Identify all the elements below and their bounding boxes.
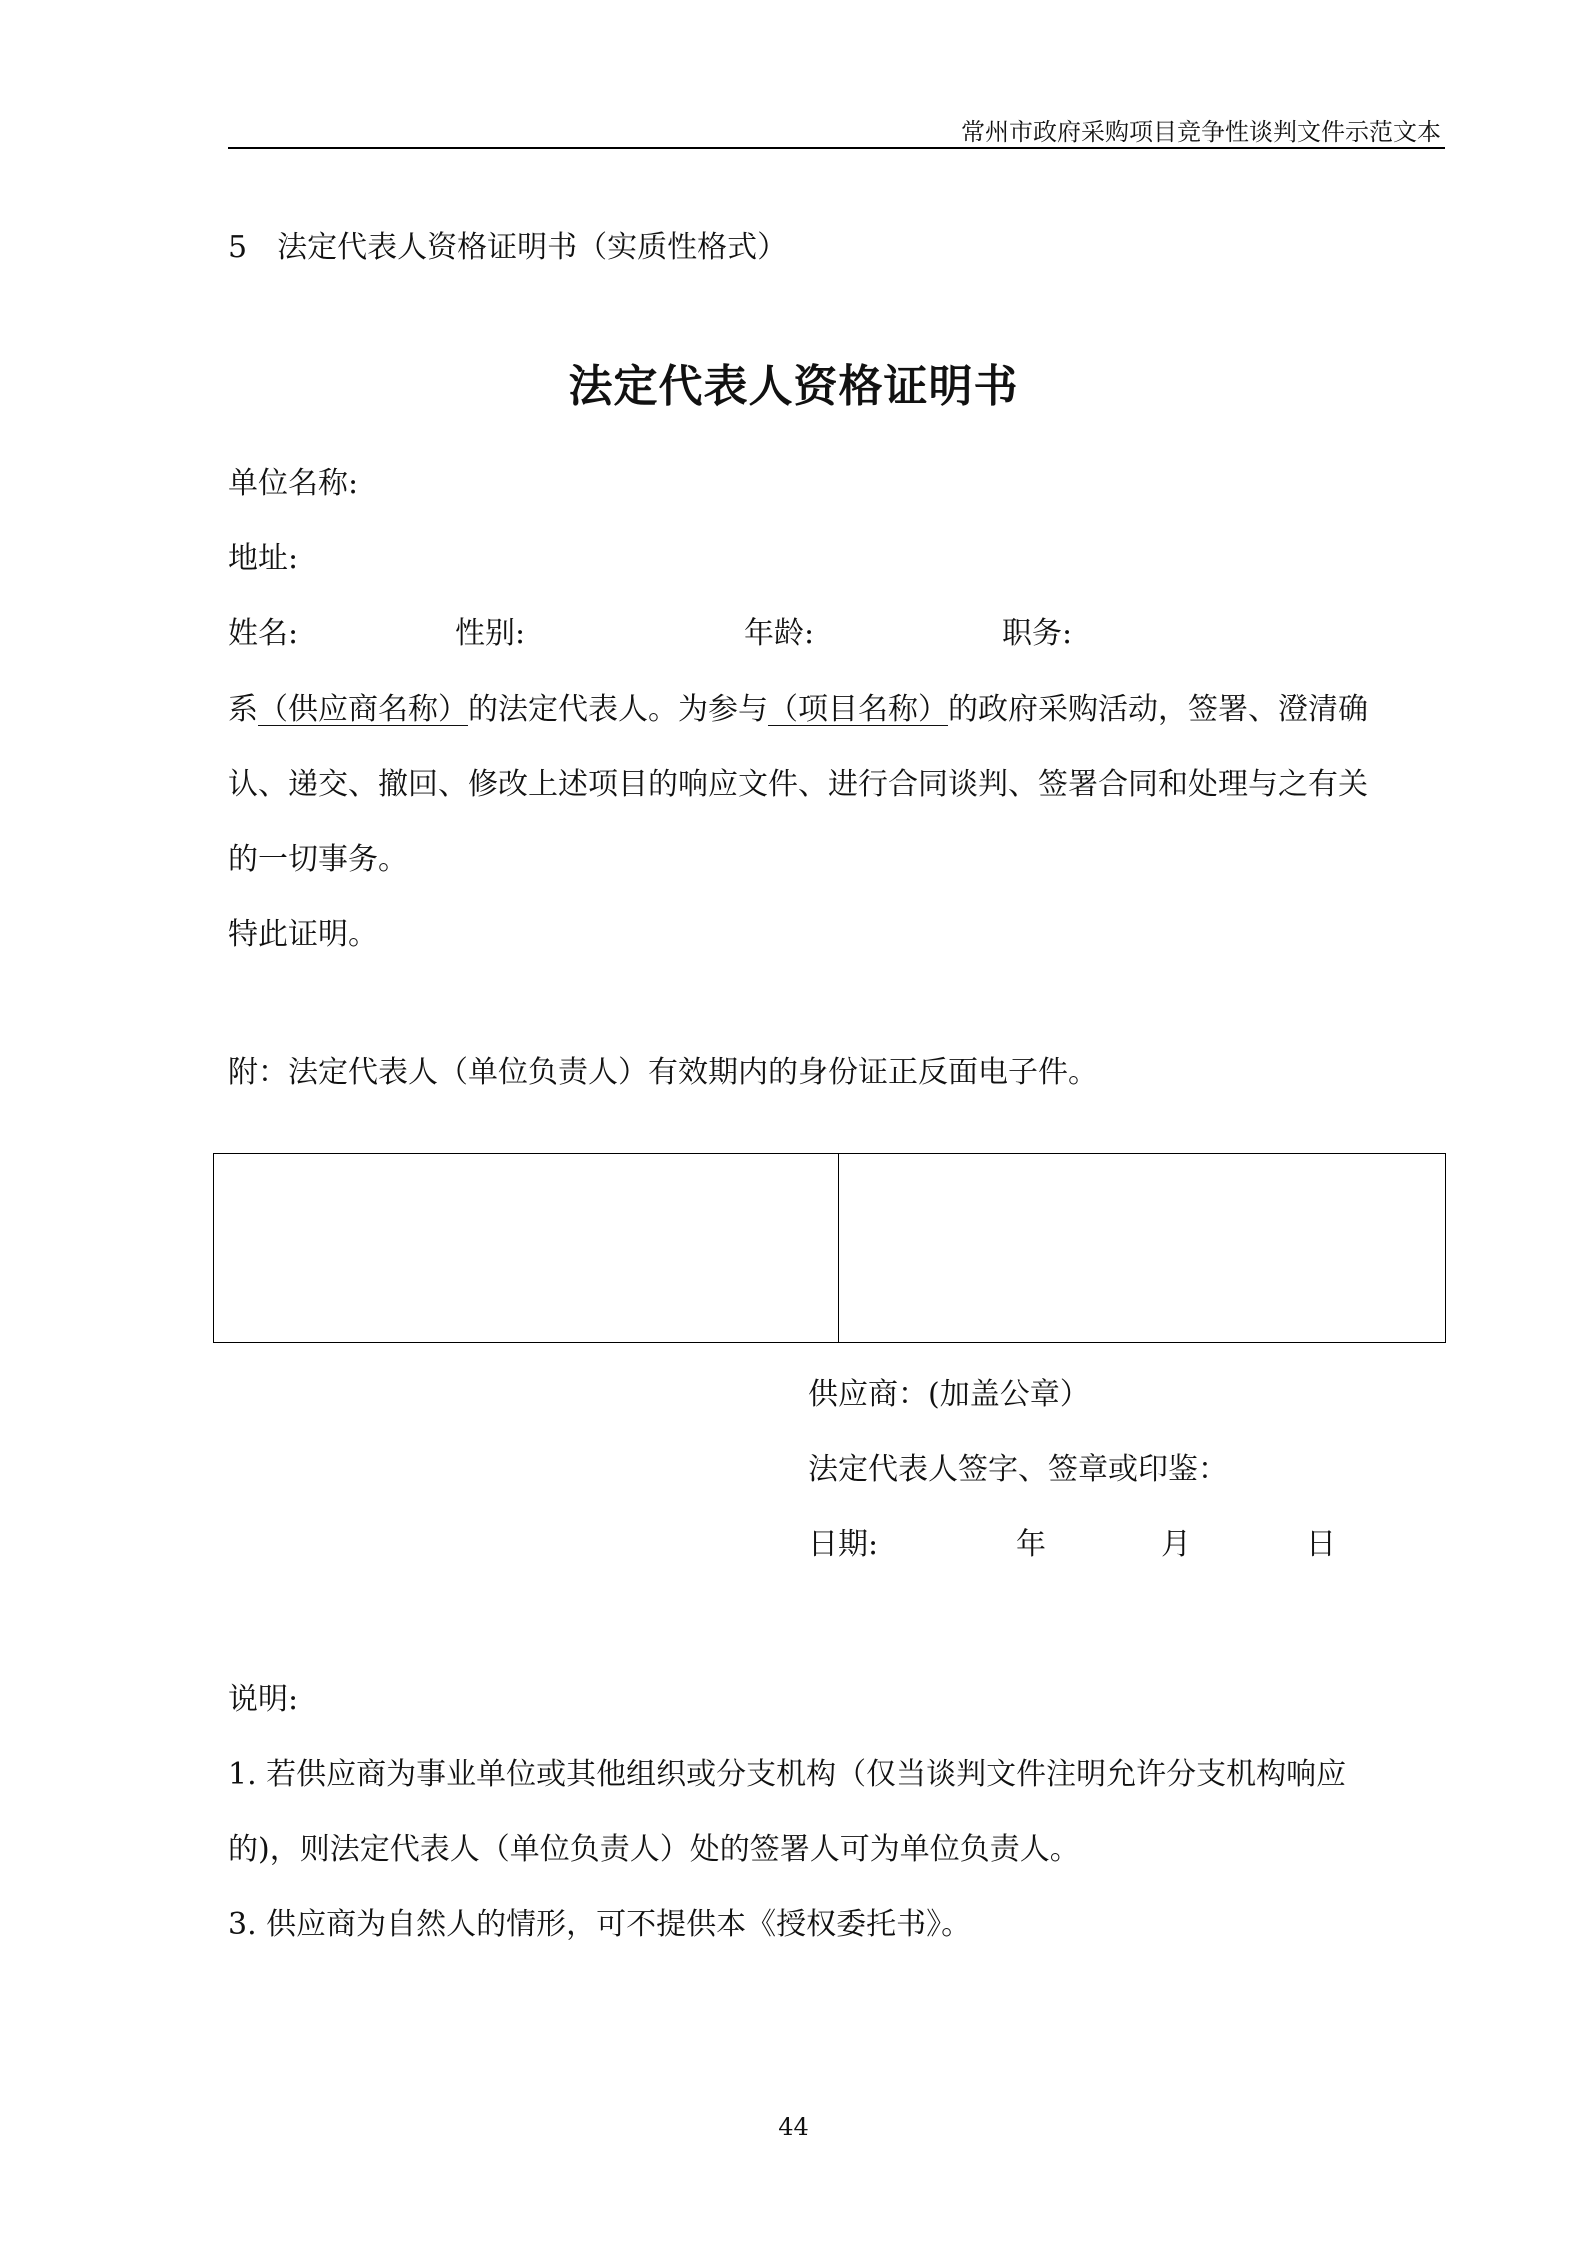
note-item-3: 3. 供应商为自然人的情形，可不提供本《授权委托书》。 <box>228 1907 972 1942</box>
gender-label: 性别: <box>455 616 526 651</box>
day-label: 日 <box>1306 1527 1336 1562</box>
statement-middle: 的法定代表人。为参与 <box>468 692 768 727</box>
certify-text: 特此证明。 <box>228 917 378 952</box>
running-header: 常州市政府采购项目竞争性谈判文件示范文本 <box>961 118 1441 146</box>
id-card-back-cell <box>839 1154 1445 1342</box>
header-divider <box>228 147 1445 149</box>
section-heading: 5 法定代表人资格证明书（实质性格式） <box>228 230 788 265</box>
id-card-front-cell <box>214 1154 839 1342</box>
month-label: 月 <box>1161 1527 1191 1562</box>
supplier-name-blank: （供应商名称） <box>258 692 468 727</box>
date-label: 日期: <box>808 1527 879 1562</box>
position-label: 职务: <box>1002 616 1073 651</box>
legal-rep-sign-label: 法定代表人签字、签章或印鉴： <box>808 1452 1228 1487</box>
statement-line1-tail: 的政府采购活动，签署、澄清确 <box>948 692 1368 727</box>
name-label: 姓名: <box>228 616 299 651</box>
id-card-table <box>213 1153 1446 1343</box>
note-item-1-line-1: 1. 若供应商为事业单位或其他组织或分支机构（仅当谈判文件注明允许分支机构响应 <box>228 1757 1347 1792</box>
statement-line-3: 的一切事务。 <box>228 842 408 877</box>
age-label: 年龄: <box>744 616 815 651</box>
note-item-1-line-2: 的)，则法定代表人（单位负责人）处的签署人可为单位负责人。 <box>228 1832 1080 1867</box>
statement-line-2: 认、递交、撤回、修改上述项目的响应文件、进行合同谈判、签署合同和处理与之有关 <box>228 767 1368 802</box>
attachment-note: 附：法定代表人（单位负责人）有效期内的身份证正反面电子件。 <box>228 1055 1098 1090</box>
statement-line-1 <box>228 690 1368 730</box>
address-label: 地址: <box>228 541 299 576</box>
unit-name-label: 单位名称: <box>228 466 359 501</box>
project-name-blank: （项目名称） <box>768 692 948 727</box>
year-label: 年 <box>1016 1527 1046 1562</box>
statement-prefix: 系 <box>228 692 258 727</box>
document-title: 法定代表人资格证明书 <box>568 361 1019 412</box>
supplier-seal-label: 供应商：(加盖公章） <box>808 1377 1090 1412</box>
page-number: 44 <box>778 2113 809 2141</box>
notes-title: 说明: <box>228 1682 299 1717</box>
